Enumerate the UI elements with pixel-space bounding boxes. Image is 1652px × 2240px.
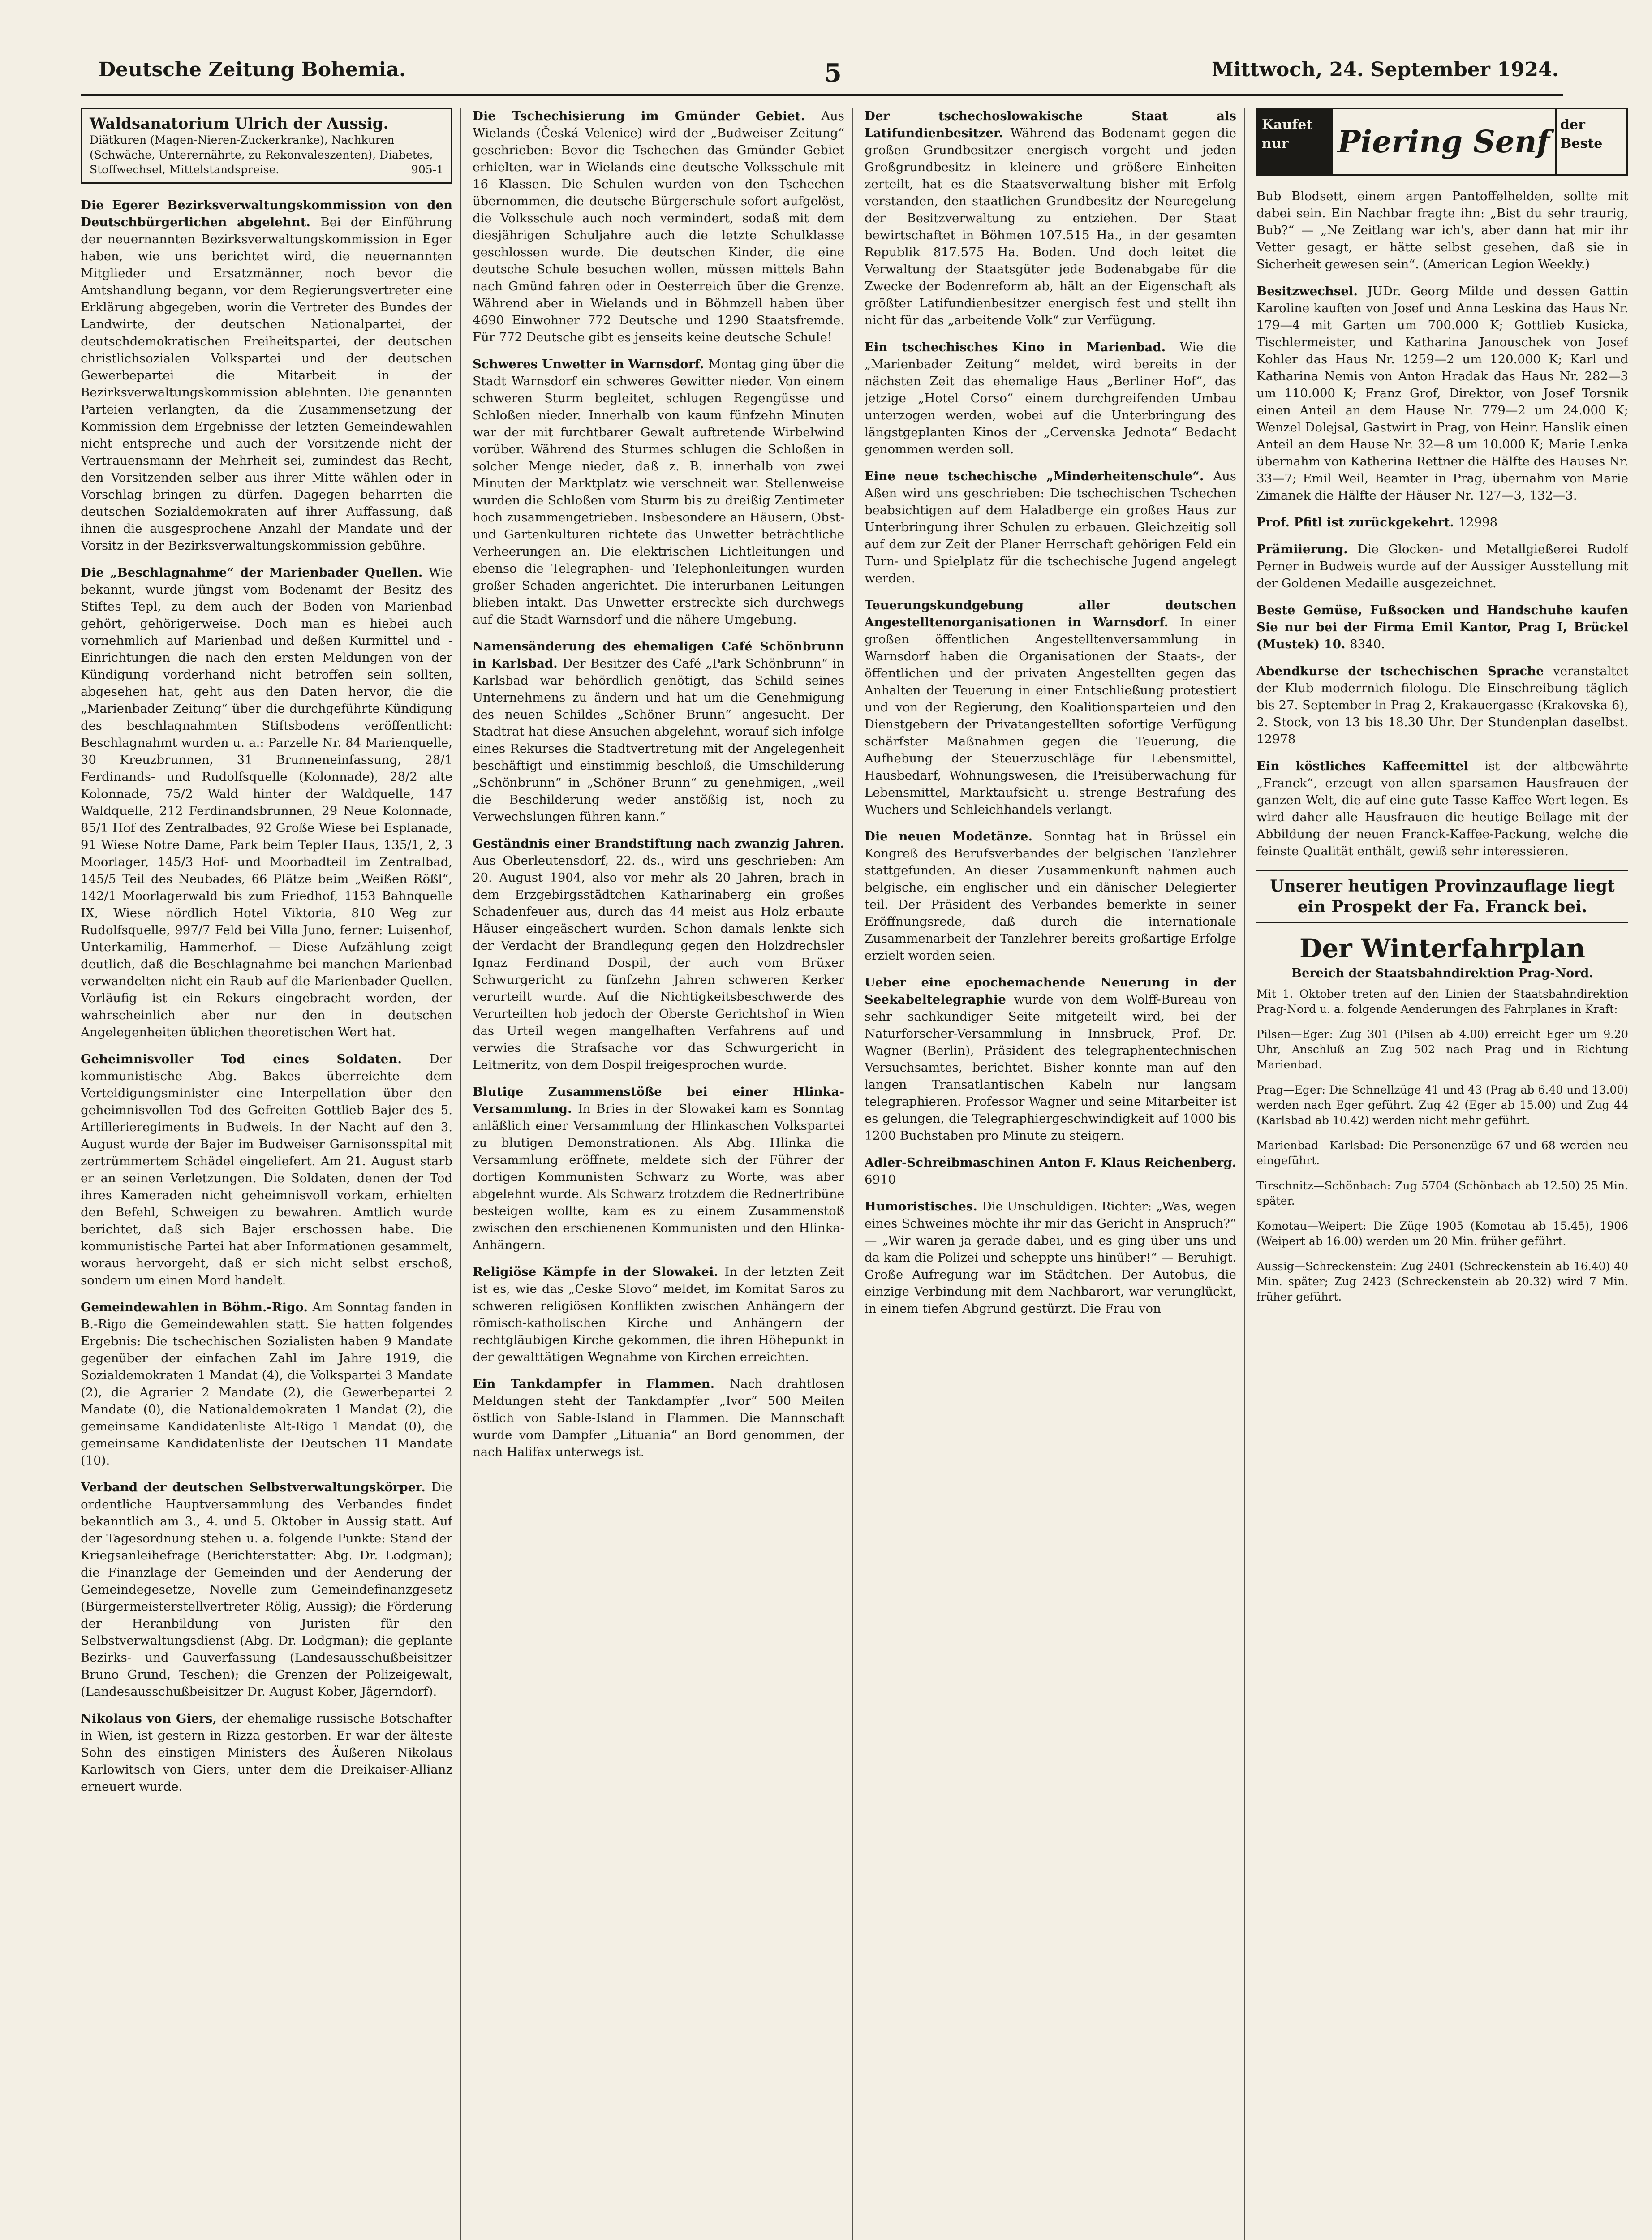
article-headline: Ueber eine epochemachende Neuerung in der Seekabeltelegraphie xyxy=(865,975,1236,1007)
article-body: Wie bekannt, wurde jüngst vom Bodenamt der Besitz des Stiftes Tepl, zu dem auch der Boden von Marienbad gehört, gehörigerweise. Doch man es hiebei auch vornehmlich auf Marienbad und deßen Kurmittel und -Einrichtungen die nach den ersten Meldungen von der Kündigung vorderhand nicht betroffen sein sollten, abgesehen hat, geht aus den Daten hervor, die die „Marienbader Zeitung“ über die durchgeführte Kündigung des beschlagnahmten Stiftsbodens veröffentlicht: Beschlagnahmt wurden u. a.: Parzelle Nr. 84 Marienquelle, 30 Kreuzbrunnen, 31 Brunneneinfassung, 28/1 Ferdinands- und Rudolfsquelle (Kolonnade), 28/2 alte Kolonnade, 75/2 Wald hinter der Waldquelle, 147 Waldquelle, 212 Ferdinandsbrunnen, 29 Neue Kolonnade, 85/1 Hof des Zentralbades, 92 Große Wiese bei Esplanade, 91 Wiese Notre Dame, Park beim Tepler Haus, 135/1, 2, 3 Moorlager, 145/3 Hof- und Moorbadteil im Zentralbad, 145/5 Teil des Neubades, 66 Plätze beim „Weißen Rößl“, 142/1 Moorlagerwald bis zum Friedhof, 1153 Bahnquelle IX, Wiese nördlich Hotel Viktoria, 810 Weg zur Rudolfsquelle, 997/7 Feld bei Villa Juno, ferner: Luisenhof, Unterkamilig, Hammerhof. — Diese Aufzählung zeigt deutlich, daß die Beschlagnahme bei manchen Marienbad verwandelten nicht ein Raub auf die Marienbader Quellen. Vorläufig ist ein Rekurs eingebracht worden, der wahrscheinlich aber nur den in deutschen Angelegenheiten üblichen theoretischen Wert hat. xyxy=(81,565,452,1039)
senf-ad-logo: Piering Senf xyxy=(1338,124,1550,160)
column-divider xyxy=(460,108,461,2240)
article-headline: Ein köstliches Kaffeemittel xyxy=(1256,759,1485,773)
article-body: 8340. xyxy=(1350,637,1385,651)
article xyxy=(81,1710,452,1795)
article-body: Aus Aßen wird uns geschrieben: Die tschechischen Tschechen beabsichtigen auf dem Haladberge ein großes Haus zur Unterbringung ihrer Schulen zu erbauen. Gleichzeitig soll auf dem zur Zeit der Planer Herrschaft gehörigen Feld ein Turn- und Spielplatz für die tschechische Jugend angelegt werden. xyxy=(865,469,1236,586)
page-number: 5 xyxy=(824,58,842,88)
article-headline: Besitzwechsel. xyxy=(1256,284,1368,298)
article xyxy=(865,597,1236,818)
timetable-entry: Marienbad—Karlsbad: Die Personenzüge 67 und 68 werden neu eingeführt. xyxy=(1256,1139,1628,1167)
article xyxy=(473,108,844,346)
senf-ad-right: der Beste xyxy=(1555,109,1626,174)
timetable-title: Der Winterfahrplan xyxy=(1299,933,1586,964)
header-rule xyxy=(81,94,1563,96)
article-body: Bub Blodsett, einem argen Pantoffelhelden, sollte mit dabei sein. Ein Nachbar fragte ihn: „Bist du sehr traurig, Bub?“ — „Ne Zeitlang war ich's, aber dann hat mir ihr Vetter gesagt, er hätte selbst gesehen, daß sie in Sicherheit gewesen sein“. (American Legion Weekly.) xyxy=(1256,189,1628,271)
article xyxy=(865,108,1236,329)
article-headline: Die „Beschlagnahme“ der Marienbader Quellen. xyxy=(81,565,429,580)
article-body: Aus Oberleutensdorf, 22. ds., wird uns geschrieben: Am 20. August 1904, also vor mehr als 20 Jahren, brach in dem Erzgebirgsstädtchen Katharinaberg ein großes Schadenfeuer aus, durch das 44 meist aus Holz erbaute Häuser eingeäschert wurden. Schon damals lenkte sich der Verdacht der Brandlegung gegen den Holzdrechsler Ignaz Ferdinand Dospil, der auch vom Brüxer Schwurgericht zu fünfzehn Jahren schweren Kerker verurteilt wurde. Auf die Nichtigkeitsbeschwerde des Verurteilten hob jedoch der Oberste Gerichtshof in Wien das Urteil wegen mangelhaften Verfahrens auf und verwies die Strafsache vor das Schwurgericht in Leitmeritz, von dem Dospil freigesprochen wurde. xyxy=(473,853,844,1072)
article-body: JUDr. Georg Milde und dessen Gattin Karoline kauften von Josef und Anna Leskina das Haus Nr. 179—4 mit Garten um 700.000 K; Gottlieb Kusicka, Tischlermeister, und Katharina Janouschek von Josef Kohler das Haus Nr. 1259—2 um 120.000 K; Karl und Katharina Nemis von Anton Hradak das Haus Nr. 282—3 um 110.000 K; Franz Grof, Direktor, von Josef Torsnik einen Anteil an dem Hause Nr. 779—2 um 24.000 K; Wenzel Dolejsal, Gastwirt in Prag, von Heinr. Hanslik einen Anteil an dem Hause Nr. 32—8 um 10.000 K; Marie Lenka übernahm von Katherina Rettner die Hälfte des Hauses Nr. 33—7; Emil Weil, Beamter in Prag, übernahm von Marie Zimanek die Hälfte der Häuser Nr. 127—3, 132—3. xyxy=(1256,284,1628,503)
article-headline: Blutige Zusammenstöße bei einer Hlinka-Versammlung. xyxy=(473,1085,844,1116)
article-body: veranstaltet der Klub moderrnich filologu. Die Einschreibung täglich bis 27. September in Prag 2, Krakauergasse (Krakovska 6), 2. Stock, von 13 bis 18.30 Uhr. Der Stundenplan daselbst. 12978 xyxy=(1256,664,1628,746)
article xyxy=(1256,541,1628,592)
article-headline: Die Egerer Bezirksverwaltungskommission von den Deutschbürgerlichen abgelehnt. xyxy=(81,198,452,229)
article-body: Die ordentliche Hauptversammlung des Verbandes findet bekanntlich am 3., 4. und 5. Oktober in Aussig statt. Auf der Tagesordnung stehen u. a. folgende Punkte: Stand der Kriegsanleihefrage (Berichterstatter: Abg. Dr. Lodgman); die Finanzlage der Gemeinden und der Aenderung der Gemeindegesetze, Novelle zum Gemeindefinanzgesetz (Bürgermeisterstellvertreter Rölig, Aussig); die Förderung der Heranbildung von Juristen für den Selbstverwaltungsdienst (Abg. Dr. Lodgman); die geplante Bezirks- und Gauverfassung (Landesausschußbeisitzer Bruno Grund, Teschen); die Grenzen der Polizeigewalt, (Landesausschußbeisitzer Dr. August Kober, Jägerndorf). xyxy=(81,1480,452,1699)
article xyxy=(473,638,844,825)
article-headline: Der tschechoslowakische Staat als Latifundienbesitzer. xyxy=(865,109,1236,140)
article-headline: Nikolaus von Giers, xyxy=(81,1711,222,1726)
sanatorium-ad-title: Waldsanatorium Ulrich der Aussig. xyxy=(90,115,389,133)
article-body: Nach drahtlosen Meldungen steht der Tankdampfer „Ivor“ 500 Meilen östlich von Sable-Island in Flammen. Die Mannschaft wurde vom Dampfer „Lituania“ an Bord genommen, der nach Halifax unterwegs ist. xyxy=(473,1377,844,1459)
article-body: wurde von dem Wolff-Bureau von sehr sachkundiger Seite mitgeteilt wird, bei der Naturforscher-Versammlung in Innsbruck, Prof. Dr. Wagner (Berlin), Präsident des telegraphentechnischen Versuchsamtes, berichtet. Bisher konnte man auf den langen Transatlantischen Kabeln nur langsam telegraphieren. Professor Wagner und seine Mitarbeiter ist es gelungen, die Telegraphiergeschwindigkeit auf 1000 bis 1200 Buchstaben pro Minute zu steigern. xyxy=(865,992,1236,1143)
article-body: Der kommunistische Abg. Bakes überreichte dem Verteidigungsminister eine Interpellation über den geheimnisvollen Tod des Gefreiten Gottlieb Bajer des 5. Artillerieregiments in Budweis. In der Nacht auf den 3. August wurde der Bajer im Budweiser Garnisonsspital mit zertrümmertem Schädel eingeliefert. Am 21. August starb er an seinen Verletzungen. Die Soldaten, denen der Tod ihres Kameraden nicht geheimnisvoll vorkam, erhielten den Befehl, Schweigen zu bewahren. Amtlich wurde berichtet, daß sich Bajer erschossen habe. Die kommunistische Partei hat aber Informationen gesammelt, woraus hervorgeht, daß er sich nicht selbst erschoß, sondern um einen Mord handelt. xyxy=(81,1052,452,1288)
column-4 xyxy=(1256,108,1628,2240)
senf-ad-left: Kaufet nur xyxy=(1258,109,1333,174)
article-headline: Geständnis einer Brandstiftung nach zwanzig Jahren. xyxy=(473,836,844,851)
article xyxy=(81,1051,452,1289)
article-headline: Die neuen Modetänze. xyxy=(865,829,1044,844)
article xyxy=(81,1299,452,1469)
article xyxy=(81,1479,452,1700)
article xyxy=(1256,758,1628,860)
article-headline: Prämiierung. xyxy=(1256,542,1358,556)
article-body: Der Besitzer des Café „Park Schönbrunn“ in Karlsbad war behördlich genötigt, das Schild seines Unternehmens zu ändern und hat um die Genehmigung des neuen Schildes „Schöner Brunn“ angesucht. Der Stadtrat hat diese Ansuchen abgelehnt, worauf sich infolge eines Rekurses die Stadtvertretung mit der Angelegenheit beschäftigt und einstimmig beschloß, die Umschilderung „Schönbrunn“ in „Schöner Brunn“ zu genehmigen, „weil die Beschilderung weder anstößig ist, noch zu Verwechslungen führen kann.“ xyxy=(473,656,844,824)
article-body: 6910 xyxy=(865,1172,896,1187)
article xyxy=(865,1198,1236,1317)
article xyxy=(81,564,452,1041)
timetable-entry: Aussig—Schreckenstein: Zug 2401 (Schreckenstein ab 16.40) 40 Min. später; Zug 2423 (Schreckenstein ab 20.32) wird 7 Min. früher geführt. xyxy=(1256,1260,1628,1303)
article-headline: Adler-Schreibmaschinen Anton F. Klaus Reichenberg. xyxy=(865,1155,1236,1170)
article-headline: Schweres Unwetter in Warnsdorf. xyxy=(473,357,709,371)
article-headline: Die Tschechisierung im Gmünder Gebiet. xyxy=(473,109,822,123)
supplement-notice: Unserer heutigen Provinzauflage liegt ein Prospekt der Fa. Franck bei. xyxy=(1256,870,1628,923)
article xyxy=(865,974,1236,1144)
article-body: Die Glocken- und Metallgießerei Rudolf Perner in Budweis wurde auf der Aussiger Ausstellung mit der Goldenen Medaille ausgezeichnet. xyxy=(1256,542,1628,590)
article-headline: Gemeindewahlen in Böhm.-Rigo. xyxy=(81,1300,313,1314)
article xyxy=(473,1375,844,1460)
article-headline: Teuerungskundgebung aller deutschen Angestelltenorganisationen in Warnsdorf. xyxy=(865,598,1236,629)
timetable-entry: Tirschnitz—Schönbach: Zug 5704 (Schönbach ab 12.50) 25 Min. später. xyxy=(1256,1179,1628,1207)
sanatorium-ad-text: Diätkuren (Magen-Nieren-Zuckerkranke), Nachkuren (Schwäche, Unterernährte, zu Rekonvaleszenten), Diabetes, Stoffwechsel, Mittelstandspreise. xyxy=(90,134,433,176)
article-headline: Beste Gemüse, Fußsocken und Handschuhe kaufen Sie nur bei der Firma Emil Kantor, Prag I, Brückel (Mustek) 10. xyxy=(1256,603,1628,651)
timetable-entry: Komotau—Weipert: Die Züge 1905 (Komotau ab 15.45), 1906 (Weipert ab 16.00) werden um 20 Min. früher geführt. xyxy=(1256,1219,1628,1248)
column-divider xyxy=(1244,108,1245,2240)
newspaper-page xyxy=(31,27,1628,2240)
article-body: Die Unschuldigen. Richter: „Was, wegen eines Schweines möchte ihr mir das Gericht in Anspruch?“ — „Wir waren ja gerade dabei, und es ging über uns und da kam die Polizei und scheppte uns hinüber!“ — Beruhigt. Große Aufregung war im Städtchen. Der Autobus, die einzige Verbindung mit dem Nachbarort, war verunglückt, in einem tiefen Abgrund gestürzt. Die Frau von xyxy=(865,1199,1236,1316)
article xyxy=(1256,602,1628,653)
article xyxy=(473,356,844,628)
article-headline: Religiöse Kämpfe in der Slowakei. xyxy=(473,1265,725,1279)
article-body: Am Sonntag fanden in B.-Rigo die Gemeindewahlen statt. Sie hatten folgendes Ergebnis: Die tschechischen Sozialisten haben 9 Mandate gegenüber der einfachen Zahl im Jahre 1919, die Sozialdemokraten 1 Mandat (4), die Volkspartei 3 Mandate (2), die Agrarier 2 Mandate (2), die Gewerbepartei 2 Mandate (0), die Nationaldemokraten 1 Mandat (2), die gemeinsame Kandidatenliste Alt-Rigo 1 Mandat (0), die gemeinsame Kandidatenliste der Deutschen 11 Mandate (10). xyxy=(81,1300,452,1468)
article-headline: Abendkurse der tschechischen Sprache xyxy=(1256,664,1553,678)
timetable-subtitle: Bereich der Staatsbahndirektion Prag-Nord. xyxy=(1291,966,1593,980)
article xyxy=(473,835,844,1073)
article-body: Aus Wielands (Česká Velenice) wird der „Budweiser Zeitung“ geschrieben: Bevor die Tschechen das Gmünder Gebiet erhielten, war in Wielands eine deutsche Volksschule mit 16 Klassen. Die Schulen wurden von den Tschechen übernommen, die deutsche Bürgerschule sofort aufgelöst, die Volksschule auch noch vermindert, sodaß mit dem diesjährigen Schuljahre auch die letzte Schulklasse geschlossen wurde. Die deutschen Kinder, die eine deutsche Schule besuchen wollen, müssen mittels Bahn nach Gmünd fahren oder in Oesterreich über die Grenze. Während aber in Wielands und in Böhmzell haben über 4690 Einwohner 772 Deutsche und 1290 Staatsfremde. Für 772 Deutsche gibt es jenseits keine deutsche Schule! xyxy=(473,109,844,345)
column-divider xyxy=(852,108,853,2240)
timetable-entry: Prag—Eger: Die Schnellzüge 41 und 43 (Prag ab 6.40 und 13.00) werden nach Eger geführt. Zug 42 (Eger ab 15.00) und Zug 44 (Karlsbad ab 10.42) werden nicht mehr geführt. xyxy=(1256,1083,1628,1127)
article-headline: Humoristisches. xyxy=(865,1199,982,1214)
article-body: In einer großen öffentlichen Angestelltenversammlung in Warnsdorf haben die Organisationen der Staats-, der öffentlichen und der privaten Angestellten gegen das Anhalten der Teuerung in einer Entschließung protestiert und von der Regierung, den Koalitionsparteien und den Dienstgebern der Privatangestellten sofortige Verfügung schärfster Maßnahmen gegen die Teuerung, die Aufhebung der Steuerzuschläge für Lebensmittel, Hausbedarf, Wohnungswesen, die Preisüberwachung für Lebensmittel, Marktaufsicht u. strenge Bestrafung des Wuchers und Schleichhandels verlangt. xyxy=(865,615,1236,817)
article xyxy=(865,468,1236,587)
article-body: Wie die „Marienbader Zeitung“ meldet, wird bereits in der nächsten Zeit das ehemalige Haus „Berliner Hof“, das jetzige „Hotel Corso“ einem durchgreifenden Umbau unterzogen werden, wobei auf die Unterbringung des längstgeplanten Kinos der „Cervenska Jednota“ Bedacht genommen werden soll. xyxy=(865,340,1236,457)
article xyxy=(473,1083,844,1254)
article xyxy=(81,197,452,554)
article-headline: Ein Tankdampfer in Flammen. xyxy=(473,1377,730,1391)
article-headline: Namensänderung des ehemaligen Café Schönbrunn in Karlsbad. xyxy=(473,639,844,671)
article-headline: Prof. Pfitl ist zurückgekehrt. xyxy=(1256,515,1458,530)
article xyxy=(1256,188,1628,273)
article xyxy=(1256,283,1628,504)
masthead xyxy=(31,58,1608,99)
column-3 xyxy=(865,108,1236,2240)
article xyxy=(473,1263,844,1366)
issue-date: Mittwoch, 24. September 1924. xyxy=(1211,58,1559,81)
column-1 xyxy=(81,108,452,2240)
newspaper-title: Deutsche Zeitung Bohemia. xyxy=(99,58,406,81)
article-body: ist der altbewährte „Franck“, erzeugt von allen sparsamen Hausfrauen der ganzen Welt, die auf eine gute Tasse Kaffee Wert legen. Es wird daher alle Hausfrauen die heutige Beilage mit der Abbildung der neuen Franck-Kaffee-Packung, welche die feinste Qualität enthält, gewiß sehr interessieren. xyxy=(1256,759,1628,858)
article-body: Bei der Einführung der neuernannten Bezirksverwaltungskommission in Eger haben, wie uns berichtet wird, die neuernannten Mitglieder und Ersatzmänner, noch bevor die Amtshandlung begann, vor dem Regierungsvertreter eine Erklärung abgegeben, worin die Vertreter des Bundes der Landwirte, der deutschen Nationalpartei, der deutschdemokratischen Freiheitspartei, der deutschen christlichsozialen Volkspartei und der deutschen Gewerbepartei die Mitarbeit in der Bezirksverwaltungskommission ablehnten. Die genannten Parteien verlangten, da die Zusammensetzung der Kommission dem Ergebnisse der letzten Gemeindewahlen nicht entspreche und auch der Vorsitzende nicht der Vertrauensmann der Mehrheit sei, zumindest das Recht, den Vorsitzenden selber aus ihrer Mitte wählen oder in Vorschlag bringen zu dürfen. Dagegen beharrten die deutschen Sozialdemokraten auf ihrer Auffassung, daß ihnen die ausgesprochene Anzahl der Mandate und der Vorsitz in der Bezirksverwaltungskommission gebühre. xyxy=(81,215,452,553)
article xyxy=(865,1154,1236,1188)
article-headline: Eine neue tschechische „Minderheitenschule“. xyxy=(865,469,1213,483)
article xyxy=(1256,663,1628,748)
article-body: Montag ging über die Stadt Warnsdorf ein schweres Gewitter nieder. Von einem schweren Sturm begleitet, schlugen Regengüsse und Schloßen nieder. Innerhalb von kaum fünfzehn Minuten war der mit furchtbarer Gewalt auftretende Wirbelwind vorüber. Während des Sturmes schlugen die Schloßen in solcher Menge nieder, daß z. B. innerhalb von zwei Minuten der Marktplatz wie verschneit war. Stellenweise wurden die Schloßen vom Sturm bis zu dreißig Zentimeter hoch zusammengetrieben. Insbesondere an Häusern, Obst- und Gartenkulturen richtete das Unwetter beträchtliche Verheerungen an. Die elektrischen Lichtleitungen und ebenso die Telegraphen- und Telephonleitungen wurden großer Schaden angerichtet. Die interurbanen Leitungen blieben intakt. Das Unwetter erstreckte sich durchwegs auf die Stadt Warnsdorf und die nähere Umgebung. xyxy=(473,357,844,627)
column-2 xyxy=(473,108,844,2240)
sanatorium-ad-code: 905-1 xyxy=(411,163,443,176)
article-headline: Geheimnisvoller Tod eines Soldaten. xyxy=(81,1052,430,1066)
article-body: der ehemalige russische Botschafter in Wien, ist gestern in Rizza gestorben. Er war der älteste Sohn des einstigen Ministers des Äußeren Nikolaus Karlowitsch von Giers, unter dem die Dreikaiser-Allianz erneuert wurde. xyxy=(81,1711,452,1794)
article xyxy=(1256,514,1628,531)
sanatorium-ad xyxy=(81,108,452,184)
article-body: Während das Bodenamt gegen die großen Grundbesitzer energisch vorgeht und jeden Großgrundbesitz in kleinere und größere Einheiten zerteilt, hat es die Staatsverwaltung bisher mit Erfolg verstanden, den staatlichen Grundbesitz der Neuregelung der Besitzverwaltung zu entziehen. Der Staat bewirtschaftet in Böhmen 107.515 Ha., in der gesamten Republik 817.575 Ha. Boden. Und doch leitet die Verwaltung der Staatsgüter jede Bodenabgabe für die Zwecke der Bodenreform ab, hält an der Eigenschaft als größter Latifundienbesitzer energisch fest und stellt ihn nicht für das „arbeitende Volk“ zur Verfügung. xyxy=(865,126,1236,327)
senf-advertisement xyxy=(1256,108,1628,176)
article-body: 12998 xyxy=(1458,515,1498,530)
article-body: In Bries in der Slowakei kam es Sonntag anläßlich einer Versammlung der Hlinkaschen Volkspartei zu blutigen Demonstrationen. Als Abg. Hlinka die Versammlung eröffnete, meldete sich der Führer der dortigen Kommunisten Schwarz zu Worte, was aber abgelehnt wurde. Als Schwarz trotzdem die Rednertribüne besteigen wollte, kam es zu einem Zusammenstoß zwischen den erschienenen Kommunisten und den Hlinka-Anhängern. xyxy=(473,1102,844,1252)
timetable-entry: Pilsen—Eger: Zug 301 (Pilsen ab 4.00) erreicht Eger um 9.20 Uhr, Anschluß an Zug 502 nach Prag und in Richtung Marienbad. xyxy=(1256,1028,1628,1071)
article xyxy=(865,828,1236,964)
article xyxy=(865,339,1236,458)
timetable-entry: Mit 1. Oktober treten auf den Linien der Staatsbahndirektion Prag-Nord u. a. folgende Aenderungen des Fahrplanes in Kraft: xyxy=(1256,987,1628,1016)
article-headline: Verband der deutschen Selbstverwaltungskörper. xyxy=(81,1480,431,1495)
article-headline: Ein tschechisches Kino in Marienbad. xyxy=(865,340,1180,354)
article-body: In der letzten Zeit ist es, wie das „Ceske Slovo“ meldet, im Komitat Saros zu schweren religiösen Konflikten zwischen Anhängern der römisch-katholischen Kirche und Anhängern der rechtgläubigen Kirche gekommen, die ihren Höhepunkt in der gewalttätigen Wegnahme von Kirchen erreichten. xyxy=(473,1265,844,1364)
article-body: Sonntag hat in Brüssel ein Kongreß des Berufsverbandes der belgischen Tanzlehrer stattgefunden. An dieser Zusammenkunft nahmen auch belgische, ein englischer und ein dänischer Delegierter teil. Der Präsident des Verbandes bemerkte in seiner Eröffnungsrede, daß durch die internationale Zusammenarbeit der Tanzlehrer bereits großartige Erfolge erzielt worden seien. xyxy=(865,829,1236,963)
